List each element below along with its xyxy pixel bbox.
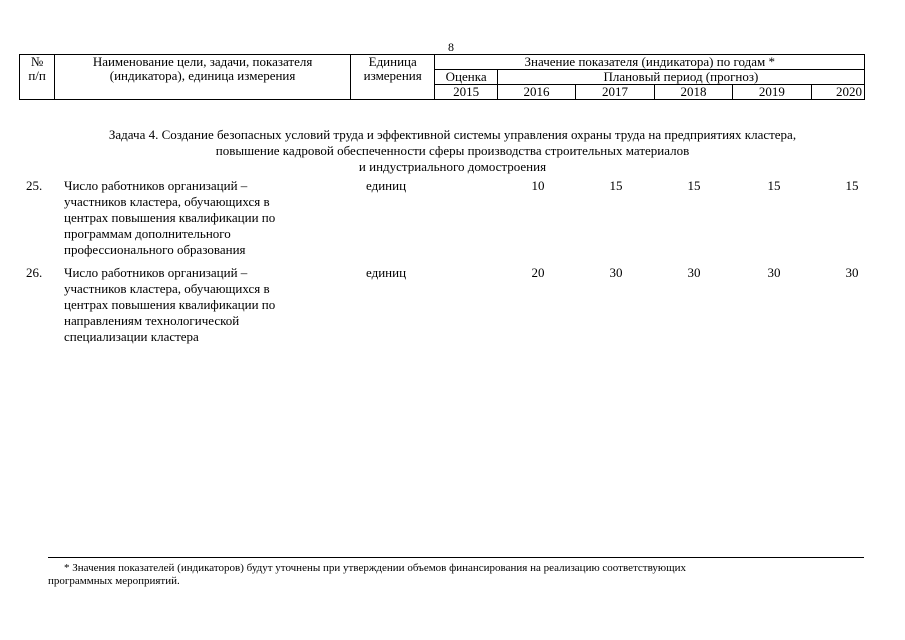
footnote [48,562,868,588]
header-unit-cell [350,55,435,100]
header-number-cell [20,55,55,100]
row-value-2020: 30 [845,265,859,280]
row-value-2016: 20 [531,265,545,280]
row-name-line: участников кластера, обучающихся в [64,281,270,296]
header-year: 2018 [654,85,732,100]
row-name-line: профессионального образования [64,242,246,257]
header-name-cell [55,55,351,100]
row-name [64,265,334,345]
header-name-line1: Наименование цели, задачи, показателя [92,54,313,69]
header-estimate-label: Оценка [435,70,497,85]
indicator-table-header [19,54,865,100]
task-heading-line1: Задача 4. Создание безопасных условий труда и эффективной системы управления охраны труда на предприятиях кластера, [108,127,797,142]
row-name-line: участников кластера, обучающихся в [64,194,270,209]
header-unit-line2: измерения [363,68,422,83]
page-number: 8 [448,40,454,54]
row-number: 25. [26,178,43,193]
header-number-line1: № [30,54,44,69]
row-name-line: центрах повышения квалификации по [64,210,276,225]
row-value-2018: 30 [687,265,701,280]
row-name-line: программам дополнительного [64,226,231,241]
task-heading-line3: и индустриального домостроения [358,159,547,174]
header-year: 2017 [576,85,654,100]
row-unit: единиц [366,178,407,193]
header-estimate-year: 2015 [435,85,497,100]
row-name-line: специализации кластера [64,329,199,344]
header-plan-label: Плановый период (прогноз) [497,70,864,85]
row-name-line: направлениям технологической [64,313,240,328]
footnote-divider [48,557,864,558]
row-value-2020: 15 [845,178,859,193]
header-unit-line1: Единица [368,54,417,69]
task-heading-line2: повышение кадровой обеспеченности сферы производства строительных материалов [215,143,690,158]
row-name-line: центрах повышения квалификации по [64,297,276,312]
row-value-2017: 15 [609,178,623,193]
row-unit: единиц [366,265,407,280]
row-name-line: Число работников организаций – [64,178,248,193]
header-name-line2: (индикатора), единица измерения [109,68,296,83]
row-value-2017: 30 [609,265,623,280]
row-name [64,178,334,258]
row-value-2019: 30 [767,265,781,280]
header-values-title: Значение показателя (индикатора) по годам * [435,55,865,70]
row-number: 26. [26,265,43,280]
footnote-line2: программных мероприятий. [48,575,180,587]
row-value-2019: 15 [767,178,781,193]
header-year: 2019 [733,85,811,100]
row-name-line: Число работников организаций – [64,265,248,280]
row-value-2016: 10 [531,178,545,193]
header-year: 2020 [811,85,864,100]
header-year: 2016 [497,85,575,100]
header-number-line2: п/п [28,68,46,83]
row-value-2018: 15 [687,178,701,193]
footnote-line1: * Значения показателей (индикаторов) будут уточнены при утверждении объемов финансирования на реализацию соответствующих [64,562,687,574]
